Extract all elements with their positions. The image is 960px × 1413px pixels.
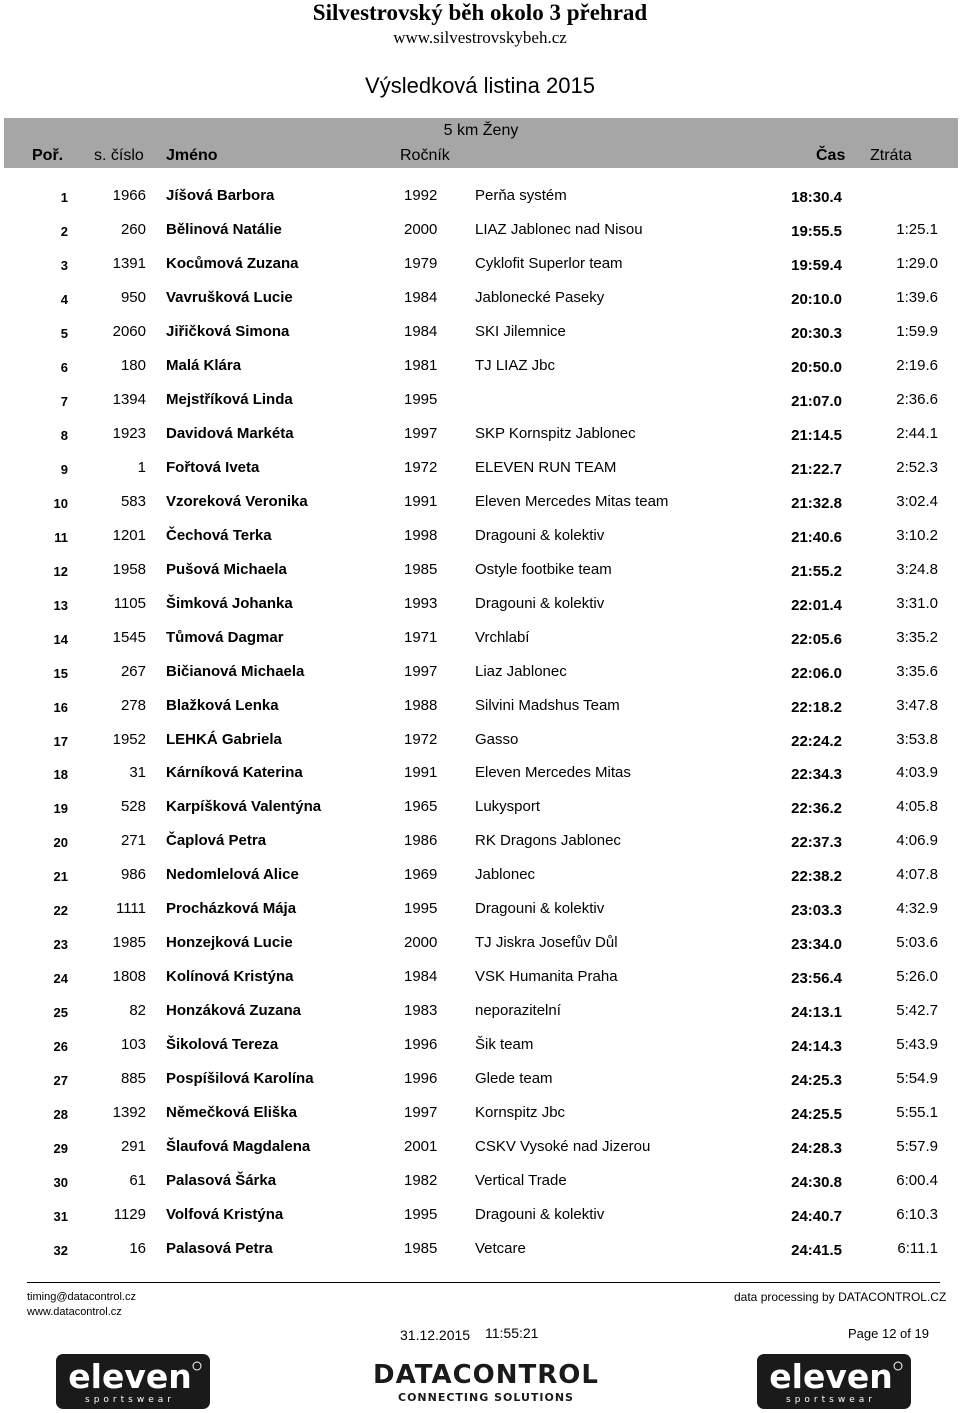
time-cell: 22:38.2 xyxy=(791,868,842,886)
bib-cell: 986 xyxy=(120,866,146,884)
time-cell: 22:37.3 xyxy=(791,834,842,852)
year-cell: 1984 xyxy=(404,288,438,306)
bib-cell: 1392 xyxy=(112,1104,146,1122)
time-cell: 22:34.3 xyxy=(791,766,842,784)
datacontrol-logo-sub: CONNECTING SOLUTIONS xyxy=(398,1391,574,1404)
table-row xyxy=(0,689,960,723)
table-row xyxy=(0,587,960,621)
datacontrol-logo-word: DATACONTROL xyxy=(373,1360,599,1390)
bib-cell: 271 xyxy=(120,832,146,850)
loss-cell: 2:52.3 xyxy=(896,458,938,476)
club-cell: TJ LIAZ Jbc xyxy=(475,356,556,374)
club-cell: Jablonec xyxy=(475,866,536,884)
name-cell: Fořtová Iveta xyxy=(166,458,260,476)
time-cell: 20:50.0 xyxy=(791,358,842,376)
name-cell: Šlaufová Magdalena xyxy=(166,1138,311,1156)
table-row xyxy=(0,756,960,790)
rank-cell: 21 xyxy=(53,869,68,885)
loss-cell: 1:59.9 xyxy=(896,322,938,340)
club-cell: Dragouni & kolektiv xyxy=(475,1206,605,1224)
time-cell: 23:03.3 xyxy=(791,902,842,920)
club-cell: ELEVEN RUN TEAM xyxy=(475,458,617,476)
time-cell: 20:10.0 xyxy=(791,290,842,308)
rank-cell: 30 xyxy=(53,1175,68,1191)
time-cell: 24:25.5 xyxy=(791,1106,842,1124)
eleven-logo-right xyxy=(757,1354,911,1409)
table-row xyxy=(0,349,960,383)
club-cell: Dragouni & kolektiv xyxy=(475,594,605,612)
table-row xyxy=(0,892,960,926)
col-header-bib: s. číslo xyxy=(94,147,144,164)
loss-cell: 1:39.6 xyxy=(896,288,938,306)
loss-cell: 6:11.1 xyxy=(897,1240,938,1258)
rank-cell: 3 xyxy=(60,257,68,273)
loss-cell: 4:05.8 xyxy=(896,798,938,816)
time-cell: 24:28.3 xyxy=(791,1140,842,1158)
time-cell: 19:59.4 xyxy=(791,256,842,274)
bib-cell: 583 xyxy=(120,492,146,510)
year-cell: 2000 xyxy=(404,934,438,952)
club-cell: Cyklofit Superlor team xyxy=(475,254,623,272)
table-row xyxy=(0,790,960,824)
club-cell: neporazitelní xyxy=(475,1002,561,1020)
name-cell: Kárníková Katerina xyxy=(166,764,303,782)
club-cell: Perňa systém xyxy=(475,187,567,204)
loss-cell: 4:06.9 xyxy=(896,832,938,850)
bib-cell: 1394 xyxy=(112,390,146,408)
time-cell: 21:22.7 xyxy=(791,460,842,478)
year-cell: 1971 xyxy=(404,628,438,646)
club-cell: Vertical Trade xyxy=(475,1172,567,1190)
bib-cell: 82 xyxy=(129,1002,146,1020)
year-cell: 1979 xyxy=(404,254,438,272)
results-table-body xyxy=(0,179,960,1266)
table-row xyxy=(0,179,960,213)
time-cell: 24:14.3 xyxy=(791,1038,842,1056)
col-header-loss: Ztráta xyxy=(870,147,912,164)
category-label: 5 km Ženy xyxy=(443,122,519,139)
year-cell: 1998 xyxy=(404,526,438,544)
time-cell: 21:14.5 xyxy=(791,426,842,444)
rank-cell: 16 xyxy=(53,699,68,715)
name-cell: Palasová Petra xyxy=(166,1240,273,1258)
year-cell: 1991 xyxy=(404,492,438,510)
name-cell: Jiřičková Simona xyxy=(166,322,290,340)
loss-cell: 5:54.9 xyxy=(896,1070,938,1088)
time-cell: 21:07.0 xyxy=(791,392,842,410)
club-cell: Dragouni & kolektiv xyxy=(475,526,605,544)
footer-processing: data processing by DATACONTROL.CZ xyxy=(734,1290,947,1304)
bib-cell: 1985 xyxy=(112,934,146,952)
time-cell: 24:30.8 xyxy=(791,1174,842,1192)
club-cell: LIAZ Jablonec nad Nisou xyxy=(475,220,643,238)
bib-cell: 950 xyxy=(120,288,146,306)
bib-cell: 1105 xyxy=(113,594,146,612)
table-row xyxy=(0,485,960,519)
name-cell: Šimková Johanka xyxy=(166,594,293,612)
time-cell: 21:40.6 xyxy=(791,528,842,546)
loss-cell: 3:35.2 xyxy=(896,628,938,646)
rank-cell: 10 xyxy=(53,495,68,511)
rank-cell: 19 xyxy=(53,801,68,817)
name-cell: Nedomlelová Alice xyxy=(166,866,299,884)
time-cell: 24:25.3 xyxy=(791,1072,842,1090)
name-cell: LEHKÁ Gabriela xyxy=(166,730,282,748)
footer-page-number: Page 12 of 19 xyxy=(848,1326,929,1341)
year-cell: 1993 xyxy=(404,594,438,612)
loss-cell: 3:31.0 xyxy=(896,594,938,612)
name-cell: Pospíšilová Karolína xyxy=(166,1070,314,1088)
table-row xyxy=(0,281,960,315)
rank-cell: 4 xyxy=(60,291,68,307)
bib-cell: 291 xyxy=(120,1138,146,1156)
eleven-logo-word: eleven xyxy=(769,1357,893,1396)
club-cell: VSK Humanita Praha xyxy=(475,968,618,986)
loss-cell: 1:25.1 xyxy=(896,220,938,238)
name-cell: Bělinová Natálie xyxy=(166,220,282,238)
club-cell: Gasso xyxy=(475,730,519,748)
loss-cell: 3:24.8 xyxy=(896,560,938,578)
table-row xyxy=(0,1096,960,1130)
name-cell: Šikolová Tereza xyxy=(166,1036,279,1054)
table-row xyxy=(0,1164,960,1198)
loss-cell: 1:29.0 xyxy=(896,254,938,272)
year-cell: 1997 xyxy=(404,424,438,442)
club-cell: Lukysport xyxy=(475,798,541,816)
loss-cell: 5:42.7 xyxy=(896,1002,938,1020)
rank-cell: 13 xyxy=(53,597,68,613)
table-row xyxy=(0,655,960,689)
datacontrol-logo xyxy=(354,1360,618,1408)
eleven-logo-sub: sportswear xyxy=(85,1395,175,1405)
rank-cell: 12 xyxy=(53,563,68,579)
name-cell: Jíšová Barbora xyxy=(166,187,275,204)
loss-cell: 4:03.9 xyxy=(896,764,938,782)
name-cell: Kocůmová Zuzana xyxy=(166,254,299,272)
year-cell: 1972 xyxy=(404,458,438,476)
club-cell: Ostyle footbike team xyxy=(475,560,612,578)
table-row xyxy=(0,417,960,451)
table-row xyxy=(0,315,960,349)
col-header-year: Ročník xyxy=(400,147,450,164)
year-cell: 1984 xyxy=(404,968,438,986)
time-cell: 22:18.2 xyxy=(791,698,842,716)
loss-cell: 5:43.9 xyxy=(896,1036,938,1054)
footer-web[interactable]: www.datacontrol.cz xyxy=(27,1306,122,1318)
rank-cell: 9 xyxy=(60,461,68,477)
results-list-title: Výsledková listina 2015 xyxy=(365,73,595,98)
rank-cell: 32 xyxy=(53,1243,68,1259)
club-cell: TJ Jiskra Josefův Důl xyxy=(475,934,618,952)
bib-cell: 1111 xyxy=(115,900,146,918)
bib-cell: 180 xyxy=(120,356,146,374)
rank-cell: 22 xyxy=(53,903,68,919)
bib-cell: 528 xyxy=(120,798,146,816)
year-cell: 2000 xyxy=(404,220,438,238)
bib-cell: 267 xyxy=(120,662,146,680)
club-cell: RK Dragons Jablonec xyxy=(475,832,621,850)
year-cell: 1997 xyxy=(404,662,438,680)
table-row xyxy=(0,383,960,417)
year-cell: 1991 xyxy=(404,764,438,782)
table-row xyxy=(0,247,960,281)
loss-cell: 3:53.8 xyxy=(896,730,938,748)
year-cell: 1965 xyxy=(404,798,438,816)
eleven-logo-word: eleven xyxy=(68,1357,192,1396)
time-cell: 24:13.1 xyxy=(791,1004,842,1022)
name-cell: Mejstříková Linda xyxy=(166,390,293,408)
eleven-logo-sub: sportswear xyxy=(786,1395,876,1405)
event-url[interactable]: www.silvestrovskybeh.cz xyxy=(393,28,567,47)
year-cell: 1984 xyxy=(404,322,438,340)
table-row xyxy=(0,553,960,587)
bib-cell: 1958 xyxy=(112,560,146,578)
name-cell: Čaplová Petra xyxy=(166,832,267,850)
rank-cell: 14 xyxy=(53,631,68,647)
club-cell: Jablonecké Paseky xyxy=(475,288,605,306)
table-row xyxy=(0,858,960,892)
name-cell: Čechová Terka xyxy=(166,526,272,544)
eleven-logo-left xyxy=(56,1354,210,1409)
time-cell: 21:55.2 xyxy=(791,562,842,580)
loss-cell: 5:26.0 xyxy=(896,968,938,986)
col-header-rank: Poř. xyxy=(32,147,64,164)
year-cell: 1986 xyxy=(404,832,438,850)
name-cell: Malá Klára xyxy=(166,356,242,374)
name-cell: Blažková Lenka xyxy=(166,696,279,714)
loss-cell: 3:10.2 xyxy=(896,526,938,544)
table-row xyxy=(0,1232,960,1266)
name-cell: Volfová Kristýna xyxy=(166,1206,284,1224)
name-cell: Vzoreková Veronika xyxy=(166,492,308,510)
year-cell: 1996 xyxy=(404,1070,438,1088)
club-cell: SKP Kornspitz Jablonec xyxy=(475,424,636,442)
loss-cell: 5:55.1 xyxy=(896,1104,938,1122)
loss-cell: 5:57.9 xyxy=(896,1138,938,1156)
rank-cell: 1 xyxy=(60,190,68,205)
club-cell: Dragouni & kolektiv xyxy=(475,900,605,918)
bib-cell: 1808 xyxy=(112,968,146,986)
club-cell: SKI Jilemnice xyxy=(475,322,566,340)
table-row xyxy=(0,1130,960,1164)
loss-cell: 4:07.8 xyxy=(896,866,938,884)
time-cell: 23:34.0 xyxy=(791,936,842,954)
time-cell: 19:55.5 xyxy=(791,222,842,240)
loss-cell: 3:47.8 xyxy=(896,696,938,714)
table-row xyxy=(0,1062,960,1096)
bib-cell: 1 xyxy=(137,458,146,476)
year-cell: 1988 xyxy=(404,696,438,714)
year-cell: 1985 xyxy=(404,1240,438,1258)
name-cell: Kolínová Kristýna xyxy=(166,968,294,986)
rank-cell: 27 xyxy=(53,1073,68,1089)
name-cell: Vavrušková Lucie xyxy=(166,288,293,306)
club-cell: CSKV Vysoké nad Jizerou xyxy=(475,1138,651,1156)
loss-cell: 2:44.1 xyxy=(896,424,938,442)
col-header-name: Jméno xyxy=(166,147,218,164)
table-row xyxy=(0,621,960,655)
year-cell: 1996 xyxy=(404,1036,438,1054)
club-cell: Šik team xyxy=(475,1036,534,1054)
bib-cell: 16 xyxy=(129,1240,146,1258)
table-row xyxy=(0,960,960,994)
year-cell: 1992 xyxy=(404,187,438,204)
footer-time: 11:55:21 xyxy=(485,1325,539,1341)
loss-cell: 5:03.6 xyxy=(896,934,938,952)
rank-cell: 11 xyxy=(54,529,68,545)
table-row xyxy=(0,519,960,553)
year-cell: 1981 xyxy=(404,356,438,374)
club-cell: Vrchlabí xyxy=(475,628,530,646)
loss-cell: 3:02.4 xyxy=(896,492,938,510)
time-cell: 24:40.7 xyxy=(791,1208,842,1226)
bib-cell: 260 xyxy=(120,220,146,238)
loss-cell: 4:32.9 xyxy=(896,900,938,918)
name-cell: Tůmová Dagmar xyxy=(166,628,284,646)
rank-cell: 8 xyxy=(60,427,68,443)
table-row xyxy=(0,723,960,757)
table-header xyxy=(4,118,958,168)
table-row xyxy=(0,824,960,858)
rank-cell: 28 xyxy=(53,1107,68,1123)
name-cell: Pušová Michaela xyxy=(166,560,287,578)
time-cell: 24:41.5 xyxy=(791,1242,842,1260)
name-cell: Davidová Markéta xyxy=(166,424,294,442)
name-cell: Honzejková Lucie xyxy=(166,934,293,952)
name-cell: Honzáková Zuzana xyxy=(166,1002,302,1020)
club-cell: Vetcare xyxy=(475,1240,526,1258)
rank-cell: 5 xyxy=(60,325,68,341)
year-cell: 1995 xyxy=(404,1206,438,1224)
club-cell: Kornspitz Jbc xyxy=(475,1104,566,1122)
name-cell: Procházková Mája xyxy=(166,900,297,918)
rank-cell: 20 xyxy=(53,835,68,851)
rank-cell: 15 xyxy=(53,665,68,681)
bib-cell: 2060 xyxy=(112,322,146,340)
col-header-time: Čas xyxy=(816,147,846,164)
bib-cell: 1923 xyxy=(112,424,146,442)
year-cell: 1985 xyxy=(404,560,438,578)
club-cell: Eleven Mercedes Mitas team xyxy=(475,492,669,510)
bib-cell: 1201 xyxy=(112,526,146,544)
footer-date: 31.12.2015 xyxy=(400,1327,471,1343)
table-row xyxy=(0,994,960,1028)
year-cell: 1982 xyxy=(404,1172,438,1190)
time-cell: 22:05.6 xyxy=(791,630,842,648)
rank-cell: 17 xyxy=(53,733,68,749)
table-row xyxy=(0,1028,960,1062)
bib-cell: 1952 xyxy=(112,730,146,748)
rank-cell: 24 xyxy=(53,971,68,987)
bib-cell: 103 xyxy=(120,1036,146,1054)
name-cell: Palasová Šárka xyxy=(166,1172,277,1190)
name-cell: Bičianová Michaela xyxy=(166,662,305,680)
club-cell: Eleven Mercedes Mitas xyxy=(475,764,631,782)
rank-cell: 7 xyxy=(60,393,68,409)
time-cell: 22:06.0 xyxy=(791,664,842,682)
year-cell: 1969 xyxy=(404,866,438,884)
year-cell: 1995 xyxy=(404,900,438,918)
table-row xyxy=(0,1198,960,1232)
rank-cell: 2 xyxy=(60,223,68,239)
time-cell: 23:56.4 xyxy=(791,970,842,988)
time-cell: 22:01.4 xyxy=(791,596,842,614)
rank-cell: 25 xyxy=(53,1005,68,1021)
club-cell: Silvini Madshus Team xyxy=(475,696,620,714)
time-cell: 20:30.3 xyxy=(791,324,842,342)
rank-cell: 29 xyxy=(53,1141,68,1157)
bib-cell: 1391 xyxy=(112,254,146,272)
loss-cell: 6:10.3 xyxy=(896,1206,938,1224)
time-cell: 22:24.2 xyxy=(791,732,842,750)
time-cell: 22:36.2 xyxy=(791,800,842,818)
loss-cell: 3:35.6 xyxy=(896,662,938,680)
year-cell: 1972 xyxy=(404,730,438,748)
bib-cell: 31 xyxy=(129,764,146,782)
rank-cell: 23 xyxy=(53,937,68,953)
name-cell: Němečková Eliška xyxy=(166,1104,297,1122)
bib-cell: 1966 xyxy=(112,187,146,204)
loss-cell: 6:00.4 xyxy=(896,1172,938,1190)
loss-cell: 2:36.6 xyxy=(896,390,938,408)
year-cell: 1997 xyxy=(404,1104,438,1122)
time-cell: 18:30.4 xyxy=(791,189,842,206)
bib-cell: 278 xyxy=(120,696,146,714)
year-cell: 2001 xyxy=(404,1138,438,1156)
footer-email[interactable]: timing@datacontrol.cz xyxy=(27,1291,136,1303)
rank-cell: 26 xyxy=(53,1039,68,1055)
rank-cell: 18 xyxy=(53,767,68,783)
rank-cell: 6 xyxy=(60,359,68,375)
club-cell: Liaz Jablonec xyxy=(475,662,567,680)
table-row xyxy=(0,213,960,247)
club-cell: Glede team xyxy=(475,1070,553,1088)
table-row xyxy=(0,451,960,485)
bib-cell: 1129 xyxy=(113,1206,146,1224)
bib-cell: 885 xyxy=(120,1070,146,1088)
year-cell: 1983 xyxy=(404,1002,438,1020)
year-cell: 1995 xyxy=(404,390,438,408)
bib-cell: 1545 xyxy=(112,628,146,646)
bib-cell: 61 xyxy=(129,1172,146,1190)
table-row xyxy=(0,926,960,960)
rank-cell: 31 xyxy=(53,1209,68,1225)
footer-divider xyxy=(27,1282,940,1283)
event-title: Silvestrovský běh okolo 3 přehrad xyxy=(312,0,648,25)
name-cell: Karpíšková Valentýna xyxy=(166,798,322,816)
loss-cell: 2:19.6 xyxy=(896,356,938,374)
time-cell: 21:32.8 xyxy=(791,494,842,512)
